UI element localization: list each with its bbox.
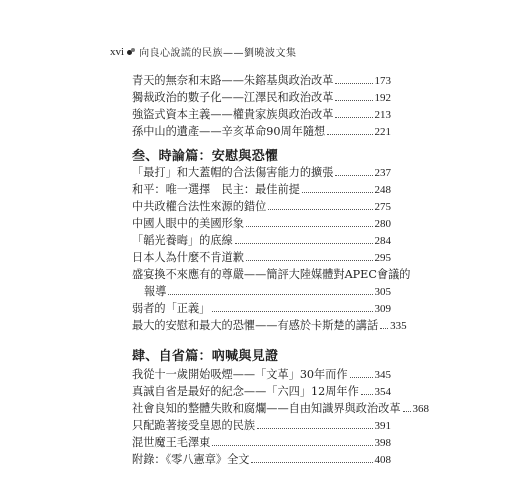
- leader-dots: [335, 117, 372, 118]
- toc-entry: [132, 215, 391, 232]
- toc-entry-page: 221: [374, 126, 391, 138]
- toc-entry-title: 強盜式資本主義——權貴家族與政治改革: [132, 108, 334, 121]
- toc-entry: [132, 400, 430, 417]
- toc-entry-page: 345: [374, 369, 391, 381]
- leader-dots: [327, 134, 372, 135]
- toc-entry-title: 獨裁政治的數子化——江澤民和政治改革: [132, 91, 334, 104]
- toc-entry-page: 213: [374, 109, 391, 121]
- toc-entry: [132, 106, 391, 123]
- toc-entry: [132, 300, 391, 317]
- toc-entry-title: 我從十一歲開始吸煙——「文革」30年而作: [132, 368, 348, 381]
- leader-dots: [350, 377, 373, 378]
- toc-entry-page: 173: [374, 75, 391, 87]
- toc-entry: [132, 198, 391, 215]
- toc-entry-title: 附錄：《零八憲章》全文: [132, 453, 250, 466]
- ornament-icon: [127, 48, 135, 56]
- toc-entry: [132, 72, 391, 89]
- toc-entry-title: 報導: [144, 285, 167, 298]
- leader-dots: [212, 311, 372, 312]
- leader-dots: [403, 411, 411, 412]
- toc-entry-title: 盛宴換不來應有的尊嚴——簡評大陸媒體對APEC會議的: [132, 268, 411, 281]
- toc-entry-title: 中共政權合法性來源的錯位: [132, 200, 267, 213]
- toc-entry-title: 日本人為什麼不肯道歉: [132, 251, 244, 264]
- toc-entry-title: 「韜光養晦」的底線: [132, 234, 233, 247]
- toc-entry-page: 335: [390, 320, 407, 332]
- toc-entry: [132, 249, 391, 266]
- toc-entry-page: 368: [412, 403, 430, 415]
- toc-entry-title: 和平：唯一選擇 民主：最佳前提: [132, 183, 300, 196]
- leader-dots: [302, 192, 373, 193]
- toc-entry: [132, 417, 391, 434]
- toc-entry-page: 309: [374, 303, 391, 315]
- toc-entry-title: 弱者的「正義」: [132, 302, 211, 315]
- toc-entry-page: 398: [374, 437, 391, 449]
- toc-entry-title: 中國人眼中的美國形象: [132, 217, 244, 230]
- toc-entry: [132, 383, 391, 400]
- leader-dots: [235, 243, 373, 244]
- toc-entry-title: 真誠自省是最好的紀念——「六四」12周年作: [132, 385, 359, 398]
- toc-entry-page: 275: [374, 201, 391, 213]
- section-heading-3: 叁、時論篇：安慰與恐懼: [132, 149, 279, 164]
- toc-entry-page: 295: [374, 252, 391, 264]
- toc-entry: [132, 164, 391, 181]
- header-book-title: 向良心說謊的民族——劉曉波文集: [139, 48, 297, 59]
- leader-dots: [380, 328, 388, 329]
- leader-dots: [251, 462, 372, 463]
- toc-entry-page: 284: [374, 235, 391, 247]
- toc-entry-continuation: [132, 283, 391, 300]
- toc-entry: [132, 366, 391, 383]
- header-page-number: xvi: [110, 45, 125, 58]
- toc-entry-title: 孫中山的遺產——辛亥革命90周年隨想: [132, 125, 326, 138]
- leader-dots: [212, 445, 372, 446]
- toc-entry: [132, 451, 391, 468]
- toc-entry-title: 「最打」和大蓋帽的合法傷害能力的擴張: [132, 166, 334, 179]
- toc-entry-page: 248: [374, 184, 391, 196]
- toc-entry-title: 最大的安慰和最大的恐懼——有感於卡斯楚的講話: [132, 319, 379, 332]
- toc-entry-page: 408: [374, 454, 391, 466]
- leader-dots: [268, 209, 372, 210]
- toc-entry-page: 305: [374, 286, 391, 298]
- leader-dots: [246, 260, 373, 261]
- toc-entry-page: 192: [374, 92, 391, 104]
- toc-entry: [132, 317, 407, 334]
- toc-entry-title: 只配跪著接受皇恩的民族: [132, 419, 256, 432]
- leader-dots: [335, 175, 372, 176]
- leader-dots: [257, 428, 372, 429]
- toc-entry-title: 社會良知的整體失敗和腐爛——自由知識界與政治改革: [132, 402, 401, 415]
- toc-entry-page: 280: [374, 218, 391, 230]
- leader-dots: [168, 294, 372, 295]
- toc-entry: [132, 266, 411, 283]
- running-header: [110, 44, 297, 59]
- toc-entry-page: 354: [374, 386, 391, 398]
- toc-entry-page: 237: [374, 167, 391, 179]
- leader-dots: [361, 394, 373, 395]
- toc-entry: [132, 181, 391, 198]
- toc-entry-title: 青天的無奈和末路——朱鎔基與政治改革: [132, 74, 334, 87]
- leader-dots: [335, 100, 372, 101]
- toc-entry: [132, 89, 391, 106]
- section-heading-4: 肆、自省篇：吶喊與見證: [132, 349, 279, 364]
- toc-entry: [132, 434, 391, 451]
- toc-entry-title: 混世魔王毛澤東: [132, 436, 211, 449]
- toc-entry: [132, 232, 391, 249]
- leader-dots: [246, 226, 373, 227]
- toc-entry: [132, 123, 391, 140]
- leader-dots: [335, 83, 372, 84]
- toc-entry-page: 391: [374, 420, 391, 432]
